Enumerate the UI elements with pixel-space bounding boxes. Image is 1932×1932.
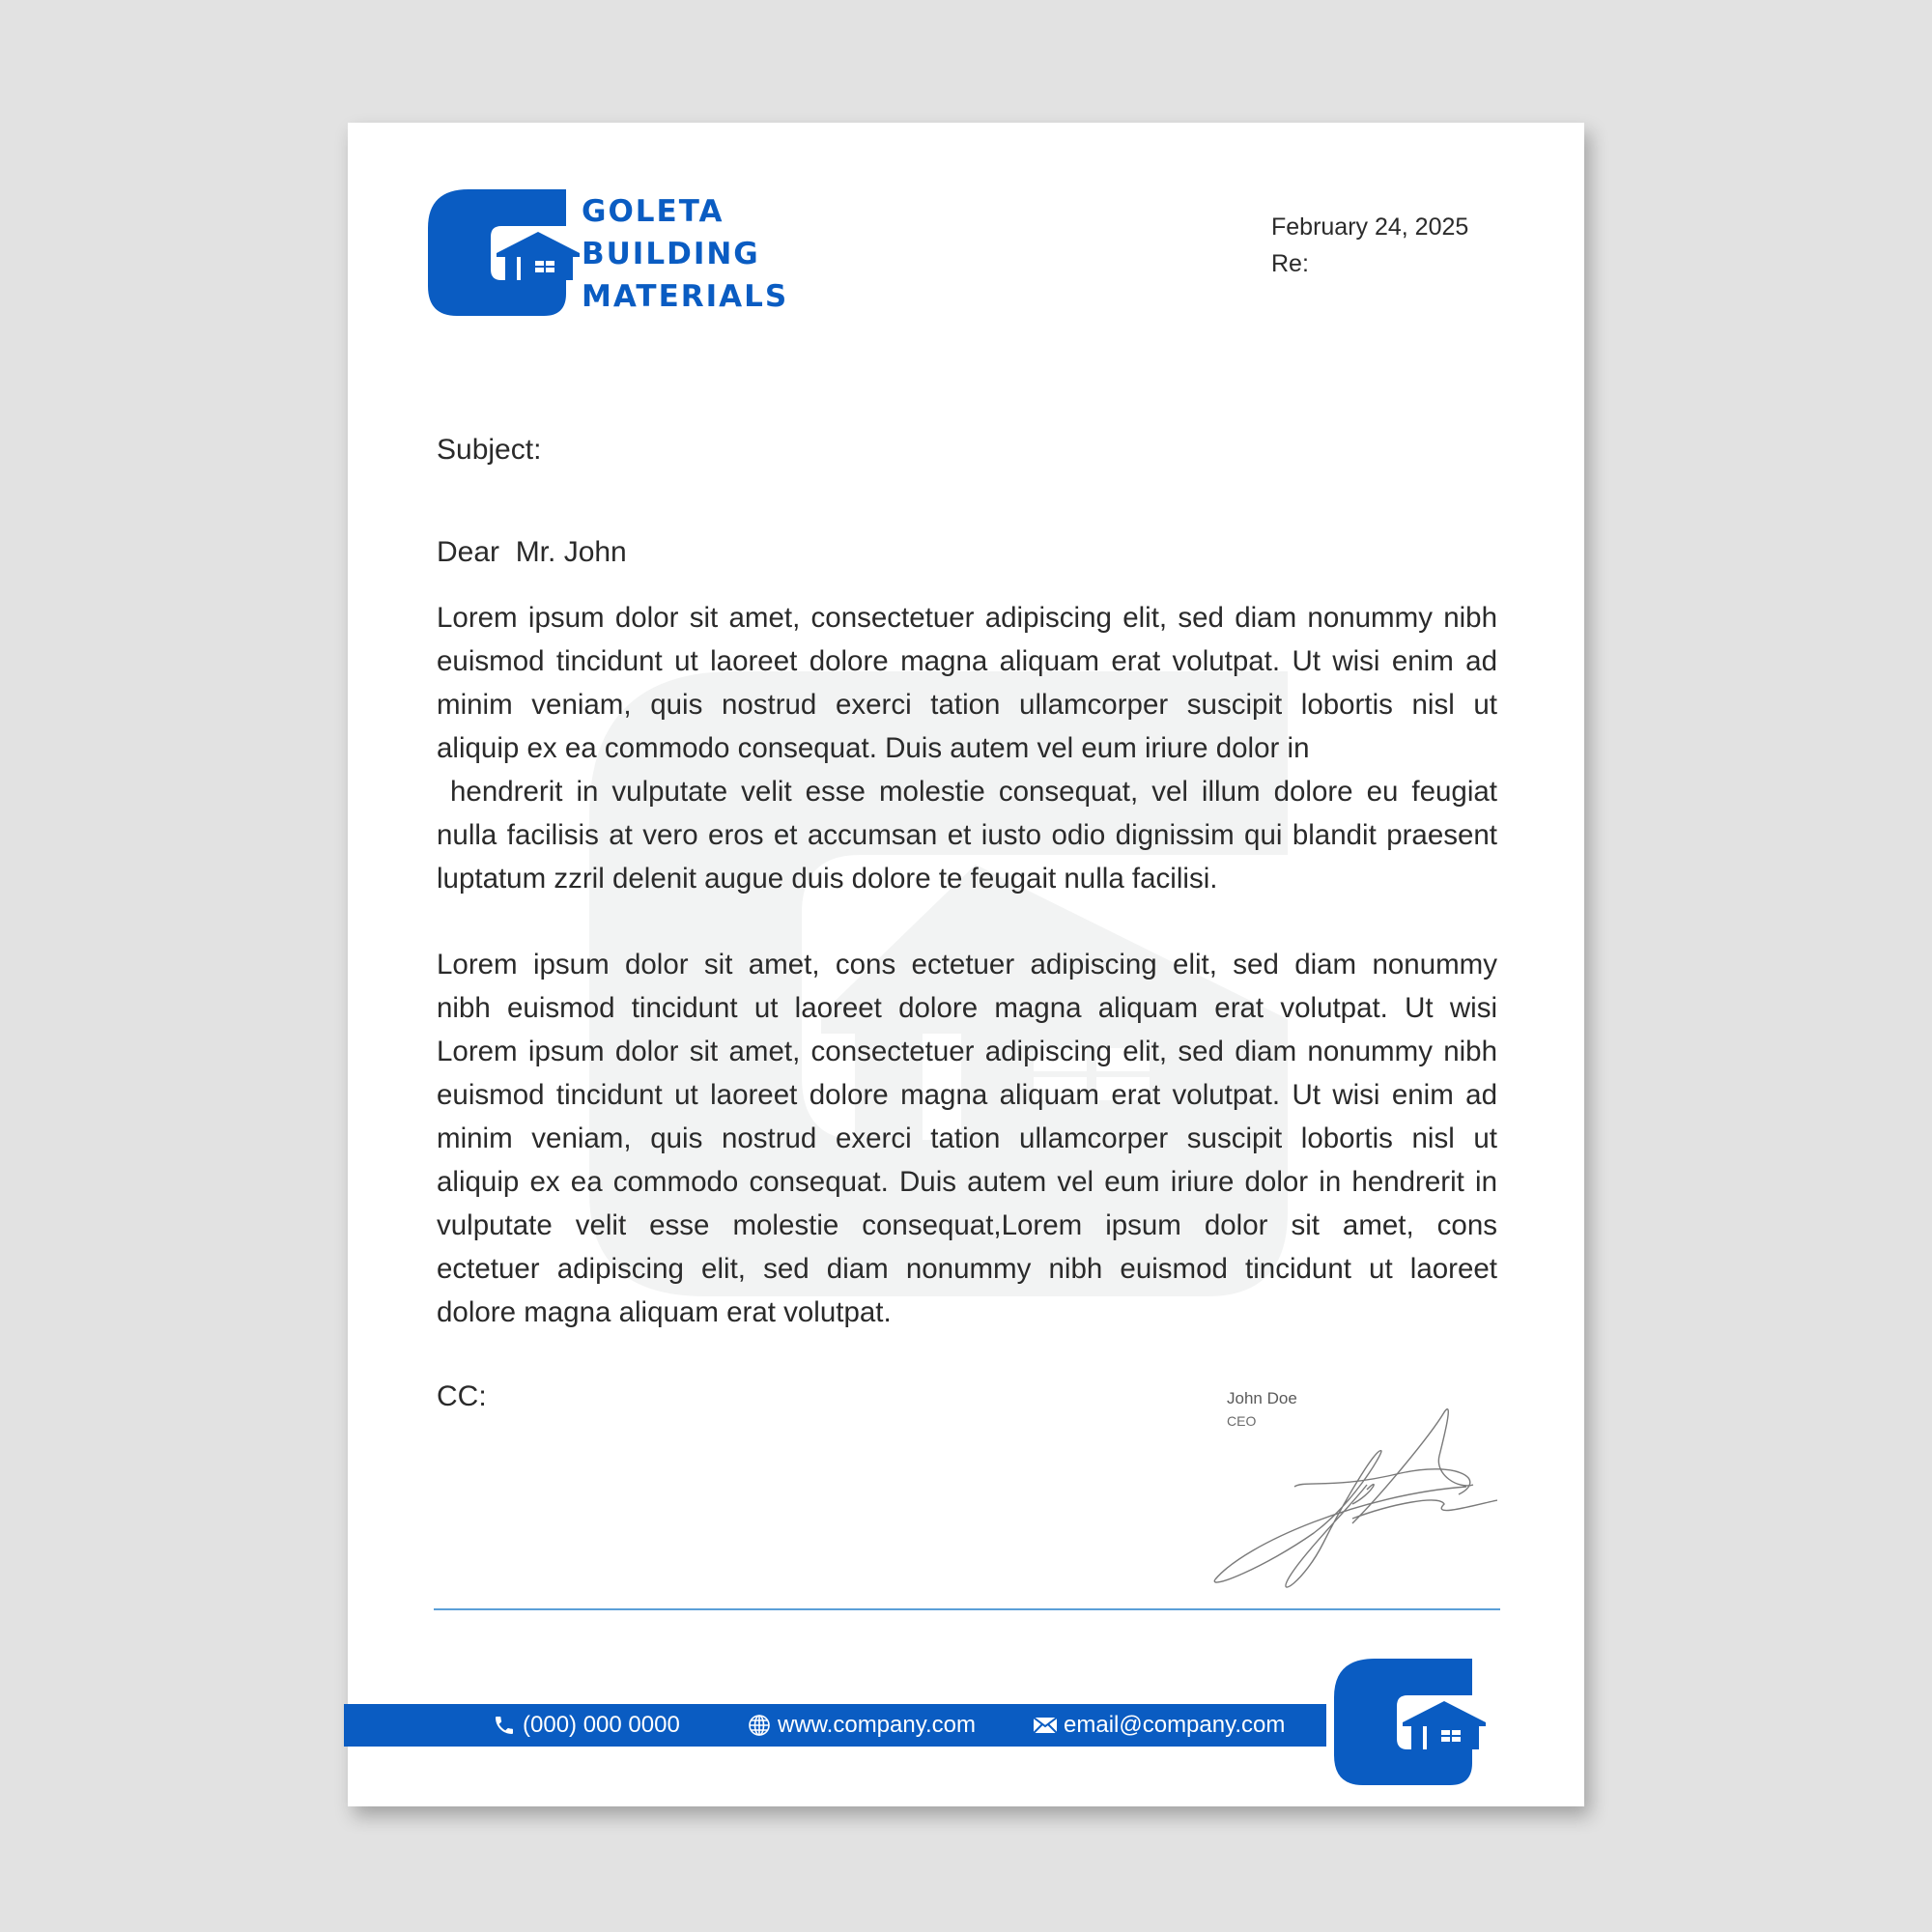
contact-bar: [344, 1704, 1326, 1747]
text-line: ectetuer adipiscing elit, sed diam nonummy nibh euismod tincidunt ut laoreet: [437, 1253, 1497, 1285]
text-line: hendrerit in vulputate velit esse molestie consequat, vel illum dolore eu feugiat: [437, 776, 1497, 808]
cc-label: CC:: [437, 1380, 487, 1412]
globe-icon: [748, 1714, 771, 1737]
company-logo-icon: [428, 189, 582, 316]
text-line: euismod tincidunt ut laoreet dolore magna aliquam erat volutpat. Ut wisi enim ad: [437, 1079, 1497, 1111]
footer-divider: [434, 1608, 1500, 1610]
subject-label: Subject:: [437, 434, 542, 466]
company-name: [582, 190, 788, 318]
text-line: vulputate velit esse molestie consequat,Lorem ipsum dolor sit amet, cons: [437, 1209, 1497, 1241]
signatory-name: John Doe: [1227, 1389, 1297, 1407]
letterhead-page: [348, 123, 1584, 1806]
contact-email[interactable]: [1034, 1704, 1285, 1747]
letter-date: February 24, 2025: [1271, 213, 1469, 241]
website-url: www.company.com: [778, 1712, 976, 1738]
contact-phone[interactable]: [493, 1704, 680, 1747]
text-line: Lorem ipsum dolor sit amet, cons ectetuer adipiscing elit, sed diam nonummy: [437, 949, 1497, 980]
envelope-icon: [1034, 1717, 1057, 1734]
paragraph: [437, 596, 1497, 900]
paragraph: [437, 943, 1497, 1334]
phone-icon: [493, 1714, 516, 1737]
company-name-line: GOLETA: [582, 194, 724, 229]
text-line: euismod tincidunt ut laoreet dolore magna aliquam erat volutpat. Ut wisi enim ad: [437, 645, 1497, 677]
text-line: nibh euismod tincidunt ut laoreet dolore magna aliquam erat volutpat. Ut wisi: [437, 992, 1497, 1024]
signatory-title: CEO: [1227, 1413, 1257, 1429]
contact-website[interactable]: [748, 1704, 976, 1747]
company-name-line: MATERIALS: [582, 279, 789, 314]
letter-body: [437, 596, 1497, 1334]
text-line: aliquip ex ea commodo consequat. Duis autem vel eum iriure dolor in hendrerit in: [437, 1166, 1497, 1198]
text-line: aliquip ex ea commodo consequat. Duis autem vel eum iriure dolor in: [437, 732, 1310, 764]
greeting: Dear Mr. John: [437, 536, 627, 568]
text-line: minim veniam, quis nostrud exerci tation ullamcorper suscipit lobortis nisl ut: [437, 689, 1497, 721]
text-line: minim veniam, quis nostrud exerci tation ullamcorper suscipit lobortis nisl ut: [437, 1122, 1497, 1154]
text-line: dolore magna aliquam erat volutpat.: [437, 1296, 892, 1328]
text-line: Lorem ipsum dolor sit amet, consectetuer adipiscing elit, sed diam nonummy nibh: [437, 1036, 1497, 1067]
company-name-line: BUILDING: [582, 237, 760, 271]
text-line: nulla facilisis at vero eros et accumsan et iusto odio dignissim qui blandit praesent: [437, 819, 1497, 851]
phone-number: (000) 000 0000: [523, 1712, 680, 1738]
footer-logo-icon: [1334, 1659, 1489, 1785]
text-line: luptatum zzril delenit augue duis dolore te feugait nulla facilisi.: [437, 863, 1218, 895]
email-address: email@company.com: [1064, 1712, 1286, 1738]
text-line: Lorem ipsum dolor sit amet, consectetuer adipiscing elit, sed diam nonummy nibh: [437, 602, 1497, 634]
handwritten-signature-icon: [1208, 1398, 1497, 1601]
date-block: [1271, 209, 1468, 282]
re-label: Re:: [1271, 250, 1309, 277]
